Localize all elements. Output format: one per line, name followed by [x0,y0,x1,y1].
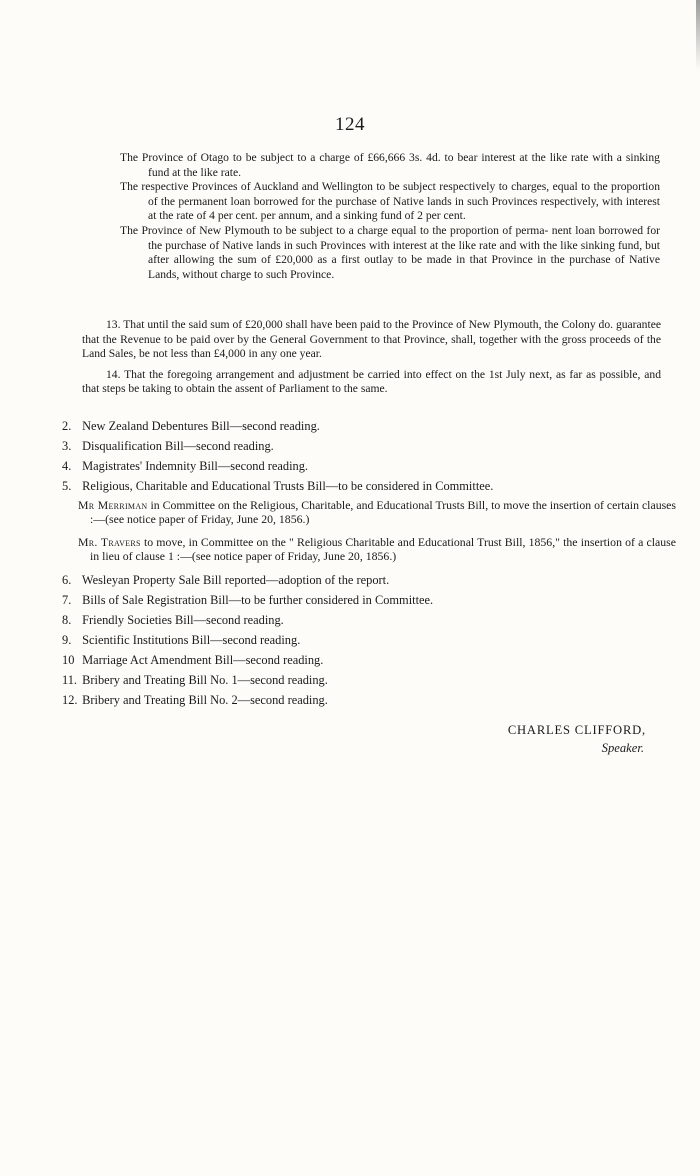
province-entry-first-line: The Province of Otago to be subject to a charge of £66,666 3s. 4d. to bear interest at the [120,151,546,164]
province-entry-first-line: The respective Provinces of Auckland and Wellington to be subject respectively to charges, [120,180,550,194]
province-entry-auckland-wellington [120,180,660,224]
province-charges [120,151,660,282]
order-number: 8. [62,612,72,627]
order-text: Bribery and Treating Bill No. 1—second reading. [82,672,328,687]
order-item-10 [62,652,662,668]
order-item-7 [62,592,662,608]
signature-block [508,721,646,757]
orders-of-the-day [62,418,677,712]
order-text: Scientific Institutions Bill—second reading. [82,632,301,647]
motion-mover: Mr Merriman [78,498,148,512]
clause-13: 13. That until the said sum of £20,000 shall have been paid to the Province of New Plymouth, the Colony do. guarantee that the Revenue to be paid over by the General Government to that Province, shall, together with the gross proceeds of the Land Sales, be not less than £4,000 in any one year. [82,318,661,361]
order-text: Disqualification Bill—second reading. [82,439,274,453]
scan-edge-shadow [696,0,700,70]
order-item-5 [62,478,662,494]
order-item-6 [62,572,662,588]
order-text: Wesleyan Property Sale Bill reported—adoption of the report. [81,572,390,587]
order-item-8 [62,612,662,628]
motion-travers [78,535,676,564]
motion-text: to move, in Committee on the " Religious Charitable and Educational Trust Bill, 1856," the insertion of a clause in lieu of clause 1 :—(see notice paper of Friday, June 20, 1856.) [90,534,676,564]
order-number: 10 [62,652,75,667]
order-item-11 [62,672,662,688]
province-entry-first-line: The Province of New Plymouth to be subject to a charge equal to the proportion of perma- [120,223,549,237]
order-text: Marriage Act Amendment Bill—second reading. [82,652,324,667]
order-text: Bribery and Treating Bill No. 2—second reading. [82,692,328,707]
order-item-4 [62,458,662,474]
order-number: 12. [62,692,78,707]
province-entry-new-plymouth [120,224,660,282]
order-number: 3. [62,439,72,453]
province-entry-continuation: nent loan borrowed for the purchase of Native lands in such Provinces with interest at the like rate and with the like sinking fund, but after allowing the sum of £20,000 as a first outlay to be made in that Province in the purchase of Native Lands, without charge to such Province. [148,223,660,281]
order-number: 6. [62,572,72,587]
order-text: Friendly Societies Bill—second reading. [82,612,284,627]
order-number: 2. [62,419,72,433]
order-text: Religious, Charitable and Educational Trusts Bill—to be considered in Committee. [82,479,494,493]
signatory-name: CHARLES CLIFFORD, [507,723,646,737]
resolution-clauses [82,318,661,403]
order-number: 4. [62,459,72,473]
motion-mover: Mr. Travers [78,534,141,549]
order-text: Bills of Sale Registration Bill—to be further considered in Committee. [82,592,434,607]
province-entry-otago [120,151,660,180]
order-text: New Zealand Debentures Bill—second reading. [82,419,320,433]
page-number: 124 [335,114,365,135]
order-number: 7. [62,592,72,607]
province-entry-continuation: equal to the proportion of the permanent loan borrowed for the purchase of Native lands in such Provinces respectively, with interest at the rate of 4 per cent. per annum, and a sinking fund of 2 per cent. [148,180,660,223]
order-item-9 [62,632,662,648]
province-entry-continuation: like rate with a sinking fund at the like rate. [148,151,660,179]
order-number: 9. [62,632,72,647]
order-text: Magistrates' Indemnity Bill—second reading. [82,459,309,473]
motion-text: in Committee on the Religious, Charitable, and Educational Trusts Bill, to move the insertion of certain clauses :—(see notice paper of Friday, June 20, 1856.) [90,498,677,527]
motion-merriman [78,498,676,527]
order-number: 5. [62,479,72,493]
clause-14: 14. That the foregoing arrangement and adjustment be carried into effect on the 1st July next, as far as possible, and that steps be taking to obtain the assent of Parliament to the same. [82,367,661,396]
order-item-2 [62,418,662,434]
order-item-12 [62,692,662,708]
order-item-3 [62,438,662,454]
signatory-title: Speaker. [601,741,644,755]
order-number: 11. [62,672,78,687]
